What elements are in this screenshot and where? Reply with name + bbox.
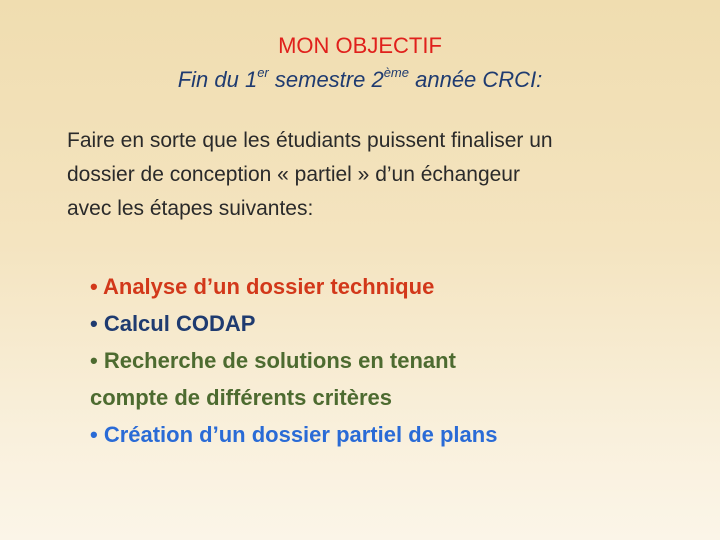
subtitle-part-1: Fin du 1 xyxy=(177,67,258,92)
subtitle-part-2: semestre 2 xyxy=(268,67,384,92)
intro-paragraph xyxy=(67,124,677,226)
step-recherche: • Recherche de solutions en tenant xyxy=(90,348,456,373)
intro-line: dossier de conception « partiel » d’un échangeur xyxy=(67,163,520,186)
step-calcul-codap: • Calcul CODAP xyxy=(90,311,256,336)
step-analyse: • Analyse d’un dossier technique xyxy=(90,274,435,299)
intro-line: avec les étapes suivantes: xyxy=(67,197,314,220)
intro-line: Faire en sorte que les étudiants puissent finaliser un xyxy=(67,129,553,152)
step-recherche-continued: compte de différents critères xyxy=(90,385,392,410)
step-creation-plans: • Création d’un dossier partiel de plans xyxy=(90,422,498,447)
slide-title: MON OBJECTIF xyxy=(278,33,442,58)
steps-list xyxy=(90,268,690,453)
subtitle-sup-1: er xyxy=(257,65,269,80)
slide-subtitle xyxy=(0,64,720,96)
subtitle-part-3: année CRCI: xyxy=(409,67,543,92)
subtitle-sup-2: ème xyxy=(383,65,409,80)
